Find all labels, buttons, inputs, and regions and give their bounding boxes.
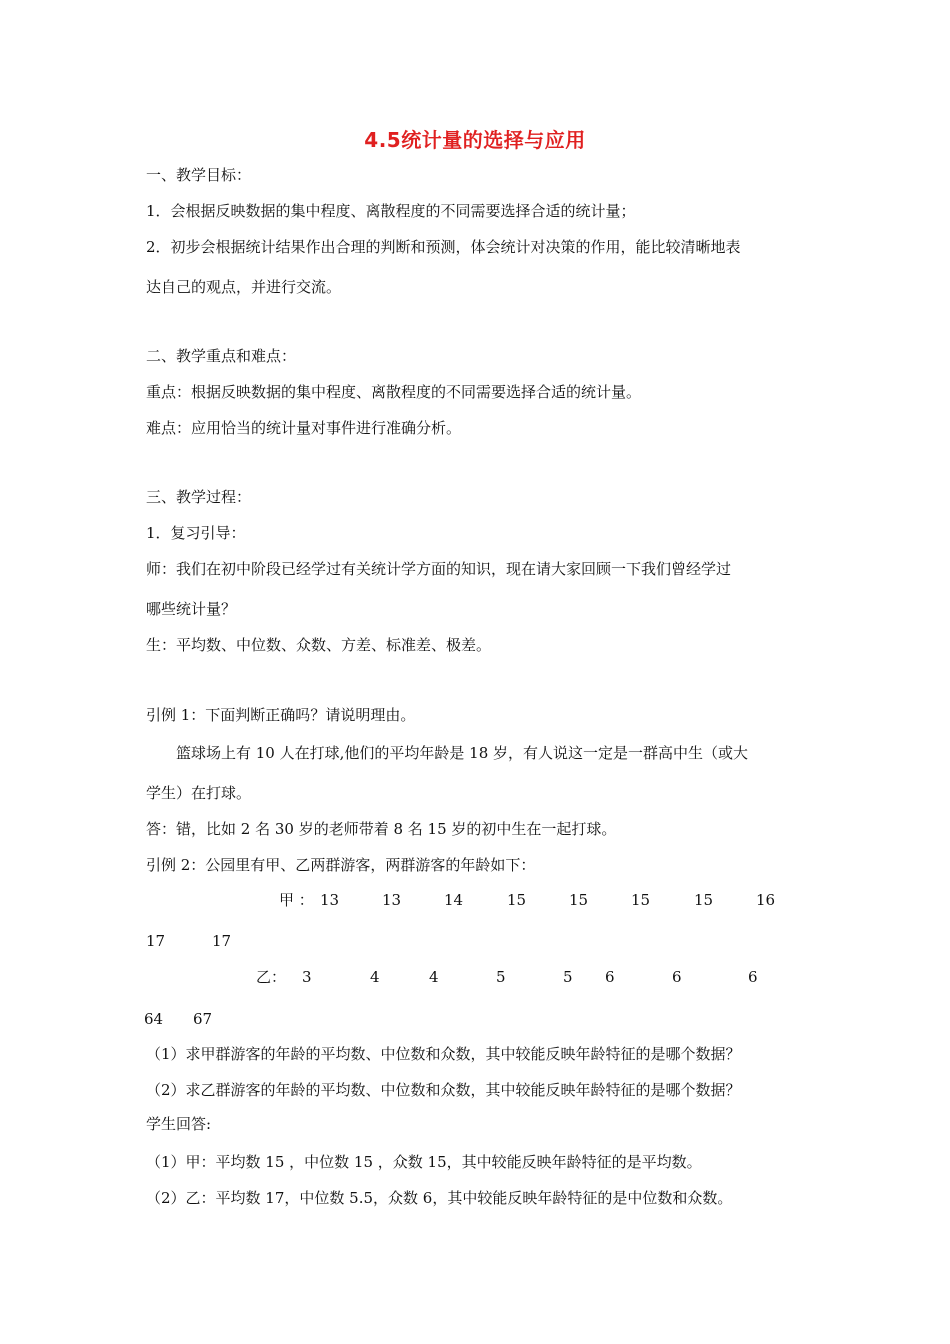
example-1-text: 篮球场上有 10 人在打球,他们的平均年龄是 18 岁，有人说这一定是一群高中生（或大 (176, 744, 749, 762)
group-b-age: 6 (605, 968, 615, 986)
difficult-point: 难点：应用恰当的统计量对事件进行准确分析。 (146, 419, 462, 437)
group-a-age: 15 (631, 891, 651, 909)
example-2-answer-1: （1）甲：平均数 15 ，中位数 15 ，众数 15，其中较能反映年龄特征的是平均数。 (146, 1153, 702, 1171)
group-b-age: 4 (370, 968, 380, 986)
group-b-age: 4 (429, 968, 439, 986)
group-a-age: 16 (756, 891, 776, 909)
group-b-age: 64 (144, 1010, 164, 1028)
example-1-text-continued: 学生）在打球。 (146, 784, 252, 802)
example-2-answer-2: （2）乙：平均数 17，中位数 5.5，众数 6，其中较能反映年龄特征的是中位数和众数。 (146, 1189, 733, 1207)
key-point: 重点：根据反映数据的集中程度、离散程度的不同需要选择合适的统计量。 (146, 383, 642, 401)
example-2-question-1: （1）求甲群游客的年龄的平均数、中位数和众数，其中较能反映年龄特征的是哪个数据？ (146, 1045, 741, 1063)
group-a-age: 17 (212, 932, 232, 950)
teacher-question-continued: 哪些统计量？ (146, 600, 237, 618)
group-b-age: 5 (563, 968, 573, 986)
group-b-age: 3 (302, 968, 312, 986)
section-heading-process: 三、教学过程： (146, 488, 252, 506)
section-heading-key-points: 二、教学重点和难点： (146, 347, 297, 365)
student-answer: 生：平均数、中位数、众数、方差、标准差、极差。 (146, 636, 492, 654)
group-a-age: 15 (694, 891, 714, 909)
group-a-label: 甲 ： (279, 891, 314, 909)
teacher-question: 师：我们在初中阶段已经学过有关统计学方面的知识，现在请大家回顾一下我们曾经学过 (146, 560, 732, 578)
example-2-question-2: （2）求乙群游客的年龄的平均数、中位数和众数，其中较能反映年龄特征的是哪个数据？ (146, 1081, 741, 1099)
page-title: 4.5统计量的选择与应用 (364, 128, 586, 152)
section-heading-objectives: 一、教学目标： (146, 166, 252, 184)
example-2-heading: 引例 2：公园里有甲、乙两群游客，两群游客的年龄如下： (146, 856, 536, 874)
group-a-age: 13 (382, 891, 402, 909)
group-a-age: 17 (146, 932, 166, 950)
group-b-age: 6 (672, 968, 682, 986)
student-answers-heading: 学生回答: (146, 1115, 212, 1133)
group-a-age: 14 (444, 891, 464, 909)
group-b-age: 6 (748, 968, 758, 986)
group-b-age: 67 (193, 1010, 213, 1028)
group-a-age: 15 (569, 891, 589, 909)
group-b-label: 乙： (256, 968, 287, 986)
group-a-age: 13 (320, 891, 340, 909)
objective-item-2: 2．初步会根据统计结果作出合理的判断和预测，体会统计对决策的作用，能比较清晰地表 (146, 238, 741, 256)
group-b-age: 5 (496, 968, 506, 986)
objective-item-1: 1．会根据反映数据的集中程度、离散程度的不同需要选择合适的统计量； (146, 202, 636, 220)
objective-item-2-continued: 达自己的观点，并进行交流。 (146, 278, 342, 296)
process-step-1: 1．复习引导： (146, 524, 246, 542)
example-1-answer: 答：错，比如 2 名 30 岁的老师带着 8 名 15 岁的初中生在一起打球。 (146, 820, 617, 838)
example-1-heading: 引例 1：下面判断正确吗？请说明理由。 (146, 706, 416, 724)
group-a-age: 15 (507, 891, 527, 909)
